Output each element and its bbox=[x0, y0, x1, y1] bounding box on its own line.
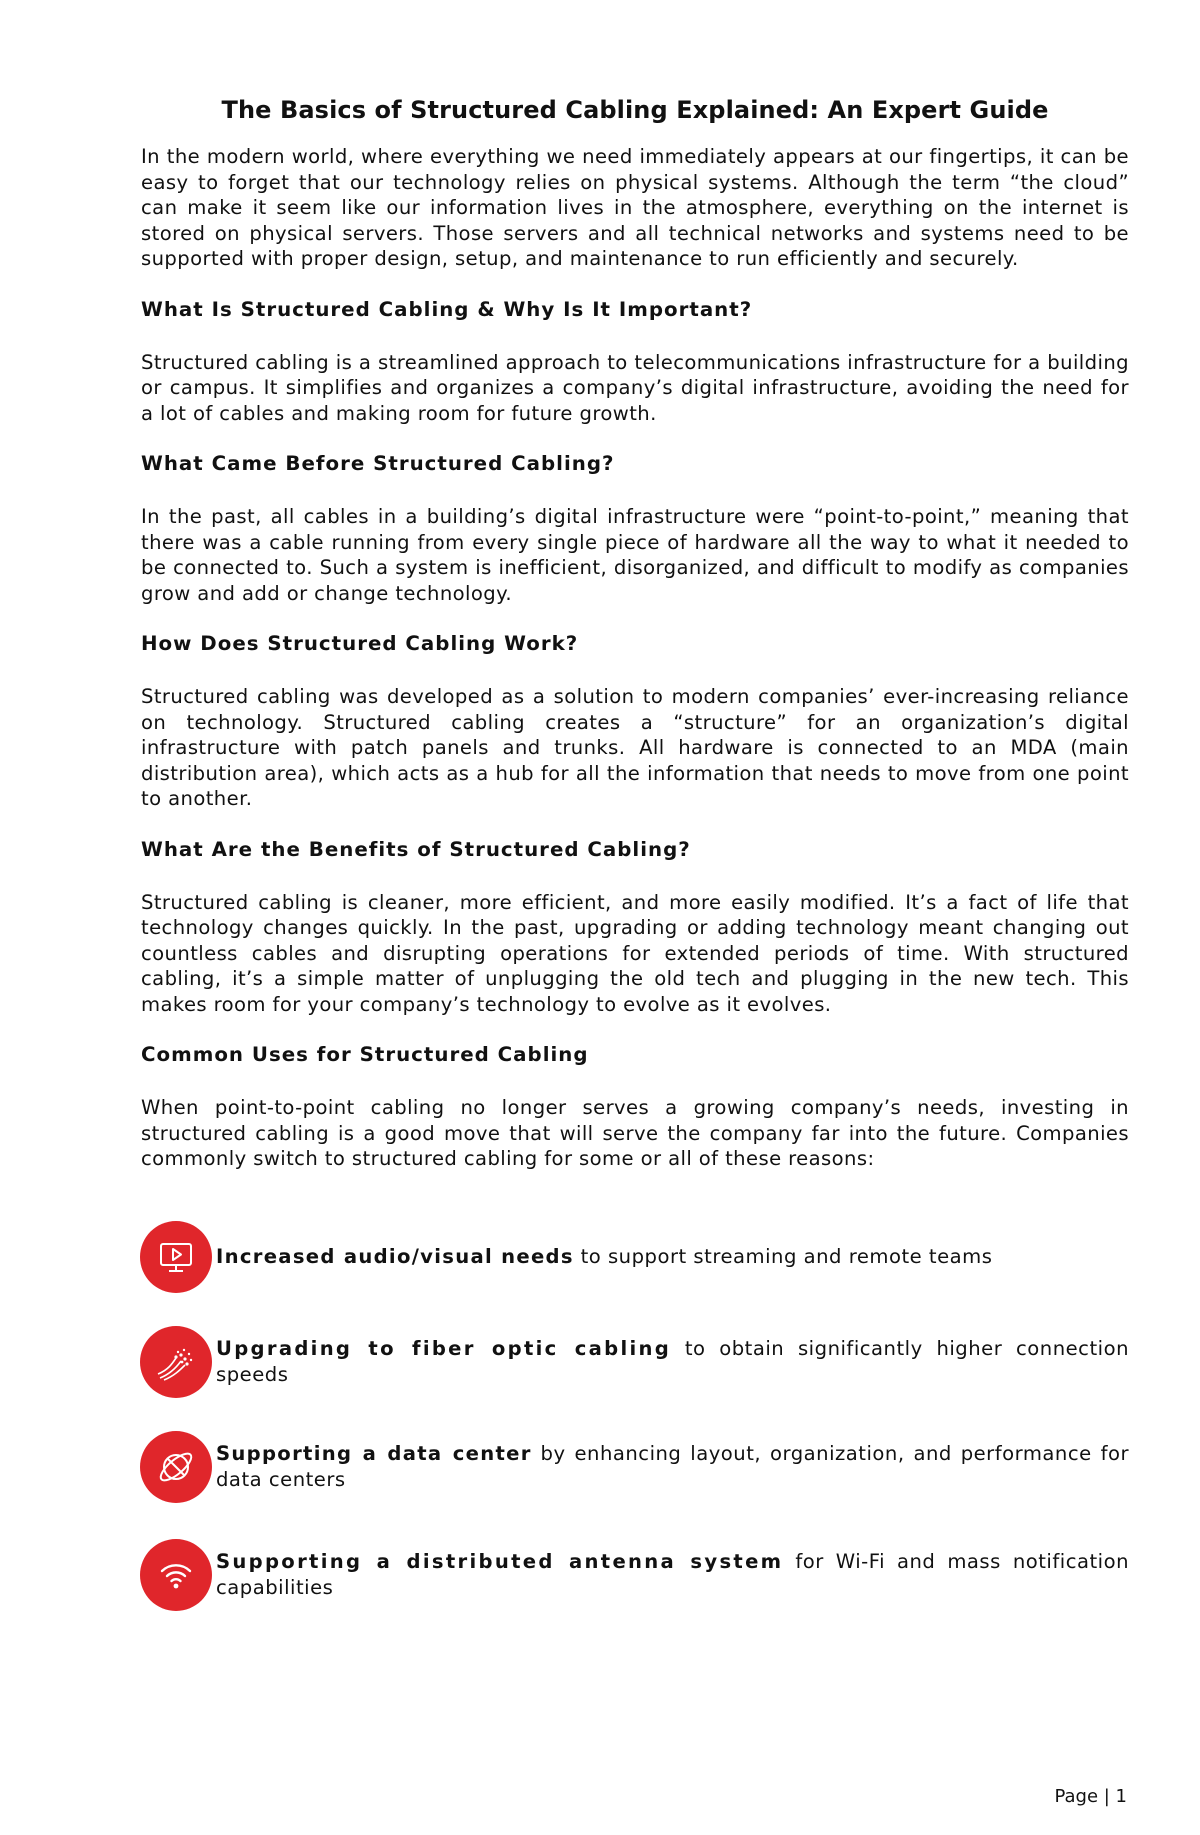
list-item-text bbox=[216, 1441, 1129, 1492]
section-heading: Common Uses for Structured Cabling bbox=[141, 1043, 589, 1066]
list-item-bold: Upgrading to fiber optic cabling bbox=[216, 1337, 672, 1360]
list-item-rest: to obtain significantly higher connection speeds bbox=[216, 1337, 1129, 1386]
list-item-text bbox=[216, 1336, 1129, 1387]
uses-list bbox=[141, 1220, 1129, 1612]
intro-paragraph: In the modern world, where everything we need immediately appears at our fingertips, it can be easy to forget that our technology relies on physical systems. Although the term “the cloud” can make it seem like our information lives in the atmosphere, everything on the internet is stored on physical servers. Those servers and all technical networks and systems need to be supported with proper design, setup, and maintenance to run efficiently and securely. bbox=[141, 145, 1129, 270]
list-item bbox=[141, 1538, 1129, 1612]
list-item-bold: Supporting a distributed antenna system bbox=[216, 1550, 784, 1573]
video-monitor-icon bbox=[140, 1221, 212, 1293]
list-item-bold: Increased audio/visual needs bbox=[216, 1244, 574, 1268]
data-center-globe-icon bbox=[140, 1431, 212, 1503]
list-item-rest: for Wi-Fi and mass notification capabilities bbox=[216, 1550, 1130, 1599]
fiber-optic-icon bbox=[140, 1326, 212, 1398]
section-heading: What Came Before Structured Cabling? bbox=[141, 452, 615, 475]
list-item bbox=[141, 1220, 1129, 1294]
list-item-rest: by enhancing layout, organization, and performance for data centers bbox=[216, 1442, 1130, 1491]
page-number: Page | 1 bbox=[1054, 1786, 1127, 1807]
list-item-text bbox=[216, 1244, 1129, 1270]
document-title: The Basics of Structured Cabling Explained: An Expert Guide bbox=[221, 96, 1049, 124]
section-heading: How Does Structured Cabling Work? bbox=[141, 632, 579, 655]
list-item bbox=[141, 1430, 1129, 1504]
list-item-rest: to support streaming and remote teams bbox=[573, 1244, 993, 1268]
section-paragraph: In the past, all cables in a building’s digital infrastructure were “point-to-point,” meaning that there was a cable running from every single piece of hardware all the way to what it needed to be connected to. Such a system is inefficient, disorganized, and difficult to modify as companies grow and add or change technology. bbox=[141, 505, 1129, 605]
section-paragraph: Structured cabling is cleaner, more efficient, and more easily modified. It’s a fact of life that technology changes quickly. In the past, upgrading or adding technology meant changing out countless cables and disrupting operations for extended periods of time. With structured cabling, it’s a simple matter of unplugging the old tech and plugging in the new tech. This makes room for your company’s technology to evolve as it evolves. bbox=[141, 890, 1129, 1016]
list-item-bold: Supporting a data center bbox=[216, 1442, 532, 1465]
wifi-antenna-icon bbox=[140, 1539, 212, 1611]
section-paragraph: When point-to-point cabling no longer serves a growing company’s needs, investing in structured cabling is a good move that will serve the company far into the future. Companies commonly switch to structured cabling for some or all of these reasons: bbox=[141, 1096, 1129, 1170]
section-paragraph: Structured cabling is a streamlined approach to telecommunications infrastructure for a building or campus. It simplifies and organizes a company’s digital infrastructure, avoiding the need for a lot of cables and making room for future growth. bbox=[141, 350, 1129, 425]
document-page bbox=[141, 96, 1129, 1612]
list-item bbox=[141, 1325, 1129, 1399]
section-heading: What Is Structured Cabling & Why Is It Important? bbox=[141, 297, 753, 321]
section-paragraph: Structured cabling was developed as a solution to modern companies’ ever-increasing reliance on technology. Structured cabling creates a “structure” for an organization’s digital infrastructure with patch panels and trunks. All hardware is connected to an MDA (main distribution area), which acts as a hub for all the information that needs to move from one point to another. bbox=[141, 685, 1129, 810]
list-item-text bbox=[216, 1549, 1129, 1600]
section-heading: What Are the Benefits of Structured Cabling? bbox=[141, 837, 691, 861]
